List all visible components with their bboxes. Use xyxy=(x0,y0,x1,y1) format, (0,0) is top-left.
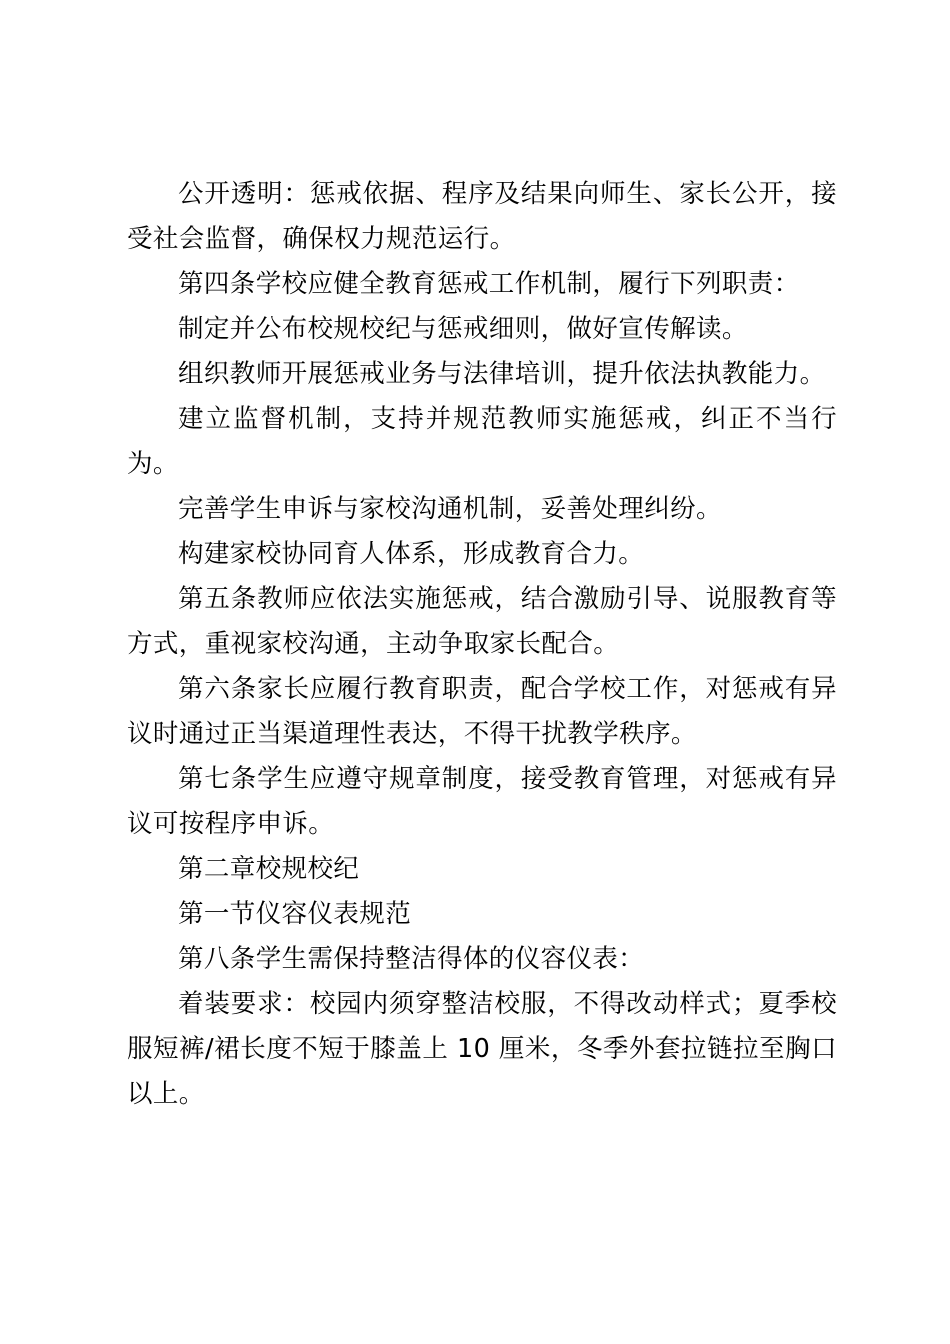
paragraph-duty-appeal: 完善学生申诉与家校沟通机制，妥善处理纠纷。 xyxy=(178,494,722,524)
chapter-heading: 第二章校规校纪 xyxy=(178,854,360,884)
paragraph-duty-rules: 制定并公布校规校纪与惩戒细则，做好宣传解读。 xyxy=(178,314,748,344)
paragraph-principle-transparency: 公开透明：惩戒依据、程序及结果向师生、家长公开，接受社会监督，确保权力规范运行。 xyxy=(127,179,837,254)
paragraph-duty-supervision: 建立监督机制，支持并规范教师实施惩戒，纠正不当行为。 xyxy=(127,404,837,479)
paragraph-duty-cooperation: 构建家校协同育人体系，形成教育合力。 xyxy=(178,539,645,569)
paragraph-article-6: 第六条家长应履行教育职责，配合学校工作，对惩戒有异议时通过正当渠道理性表达，不得干扰教学秩序。 xyxy=(127,674,837,749)
document-body xyxy=(127,172,837,1117)
paragraph-article-5: 第五条教师应依法实施惩戒，结合激励引导、说服教育等方式，重视家校沟通，主动争取家长配合。 xyxy=(127,584,837,659)
paragraph-article-7: 第七条学生应遵守规章制度，接受教育管理，对惩戒有异议可按程序申诉。 xyxy=(127,764,837,839)
paragraph-article-4: 第四条学校应健全教育惩戒工作机制，履行下列职责： xyxy=(178,269,800,299)
paragraph-article-8: 第八条学生需保持整洁得体的仪容仪表： xyxy=(178,944,645,974)
paragraph-dress-code: 着装要求：校园内须穿整洁校服，不得改动样式；夏季校服短裤/裙长度不短于膝盖上 10 厘米，冬季外套拉链拉至胸口以上。 xyxy=(127,989,837,1109)
section-heading: 第一节仪容仪表规范 xyxy=(178,899,412,929)
paragraph-duty-training: 组织教师开展惩戒业务与法律培训，提升依法执教能力。 xyxy=(178,359,826,389)
